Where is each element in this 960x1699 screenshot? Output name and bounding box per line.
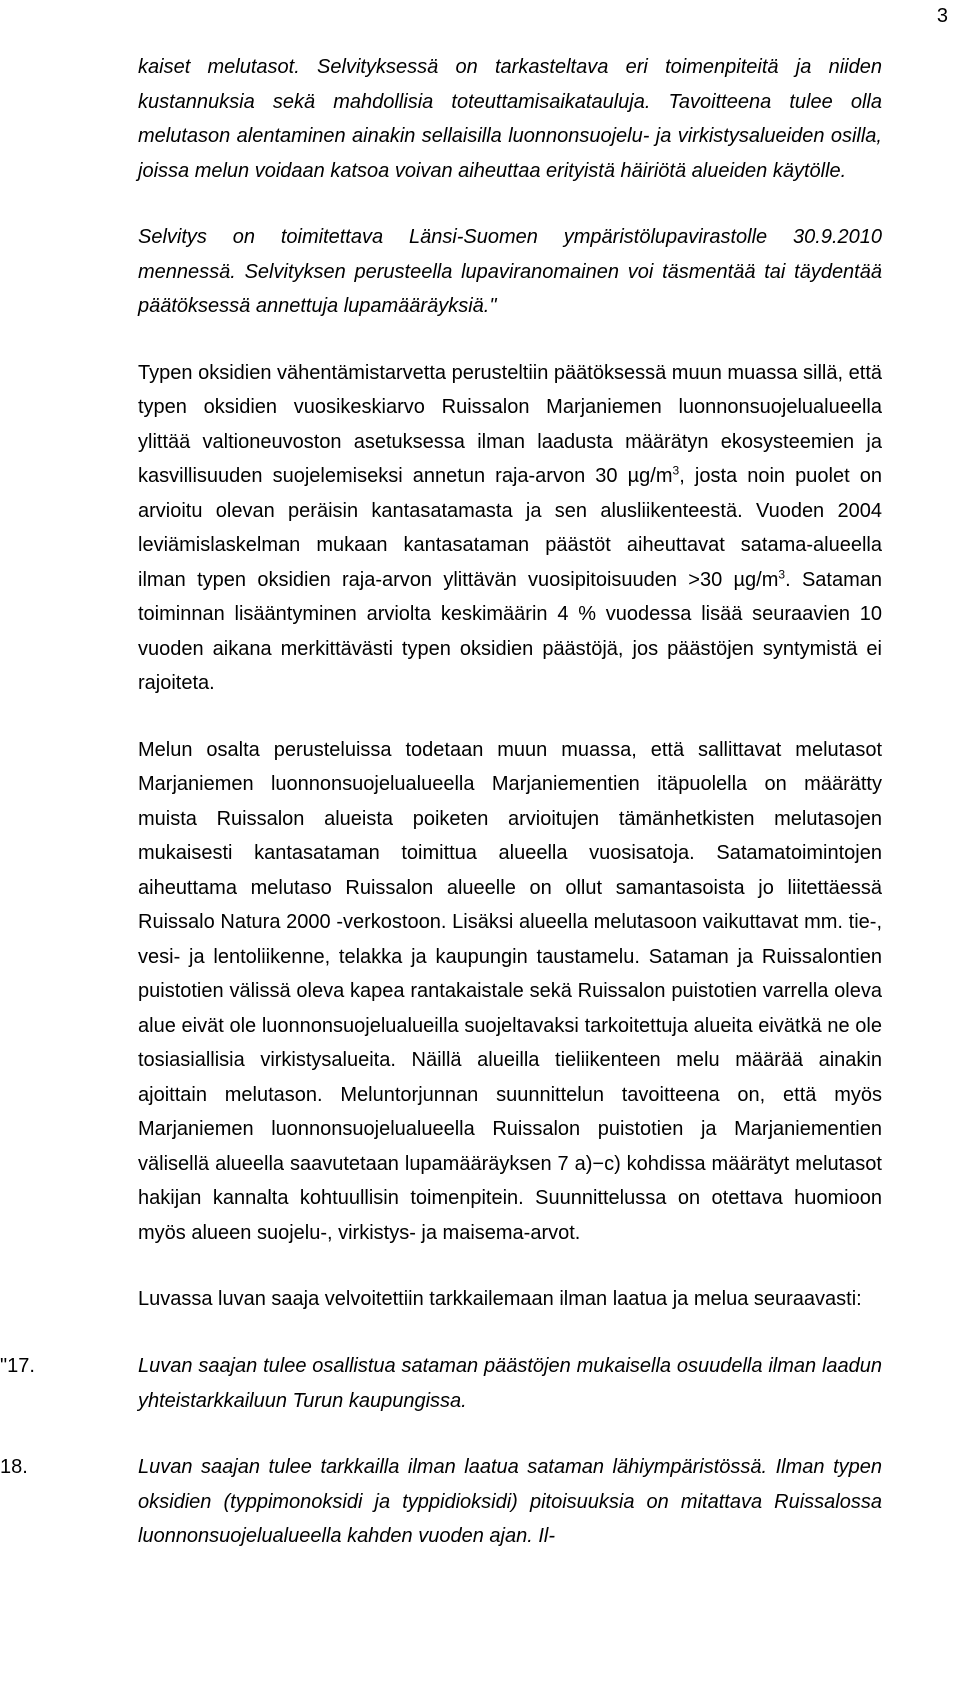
- quoted-paragraph-2: Selvitys on toimitettava Länsi-Suomen ympäristölupavirastolle 30.9.2010 mennessä. Selvityksen perusteella lupaviranomainen voi täsmentää tai täydentää päätöksessä annettuja lupamääräyksiä.": [138, 226, 882, 317]
- monitoring-intro-paragraph: Luvassa luvan saaja velvoitettiin tarkkailemaan ilman laatua ja melua seuraavasti:: [138, 1288, 862, 1310]
- nox-justification-paragraph: [138, 356, 882, 701]
- provisions-list: [0, 1349, 960, 1554]
- document-body: [138, 50, 882, 1317]
- list-item-text: Luvan saajan tulee tarkkailla ilman laatua sataman lähiympäristössä. Ilman typen oksidien (typpimonoksidi ja typpidioksidi) pitoisuuksia on mitattava Ruissalossa luonnonsuojelualueella kahden vuoden ajan. Il-: [138, 1456, 882, 1547]
- list-item-text: Luvan saajan tulee osallistua sataman päästöjen mukaisella osuudella ilman laadun yhteistarkkailuun Turun kaupungissa.: [138, 1355, 882, 1412]
- list-item-number: "17.: [0, 1355, 35, 1377]
- list-item: [0, 1349, 960, 1418]
- noise-justification-paragraph: Melun osalta perusteluissa todetaan muun muassa, että sallittavat melutasot Marjaniemen luonnonsuojelualueella Marjaniementien itäpuolella on määrätty muista Ruissalon alueista poiketen arvioitujen tämänhetkisten melutasojen mukaisesti kantasataman toimittua alueella vuosisatoja. Satamatoimintojen aiheuttama melutaso Ruissalon alueelle on ollut samantasoista jo liitettäessä Ruissalo Natura 2000 -verkostoon. Lisäksi alueella melutasoon vaikuttavat mm. tie-, vesi- ja lentoliikenne, telakka ja kaupungin taustamelu. Sataman ja Ruissalontien puistotien välissä oleva kapea rantakaistale sekä Ruissalon puistotien varrella oleva alue eivät ole luonnonsuojelualueilla suojeltavaksi tarkoitettuja alueita eivätkä ne ole tosiasiallisia virkistysalueita. Näillä alueilla tieliikenteen melu määrää ainakin ajoittain melutason. Meluntorjunnan suunnittelun tavoitteena on, että myös Marjaniemen luonnonsuojelualueella Ruissalon puistotien ja Marjaniementien välisellä alueella saavutetaan lupamääräyksen 7 a)−c) kohdissa määrätyt melutasot hakijan kannalta kohtuullisin toimenpitein. Suunnittelussa on otettava huomioon myös alueen suojelu-, virkistys- ja maisema-arvot.: [138, 738, 882, 1244]
- list-item-number: 18.: [0, 1456, 28, 1478]
- superscript-cubed-2: 3: [778, 566, 786, 581]
- nox-text-a: Typen oksidien vähentämistarvetta perusteltiin päätöksessä muun muassa sillä, että typen oksidien vuosikeskiarvo Ruissalon Marjaniemen luonnonsuojelualueella ylittää valtioneuvoston asetuksessa ilman laadusta määrätyn ekosysteemien ja kasvillisuuden suojelemiseksi annetun raja-arvon 30 µg/m: [138, 361, 882, 487]
- list-item: [0, 1450, 960, 1554]
- page-number: 3: [936, 5, 948, 27]
- nox-text-c: . Sataman toiminnan lisääntyminen arviolta keskimäärin 4 % vuodessa lisää seuraavien 10 vuoden aikana merkittävästi typen oksidien päästöjä, jos päästöjen syntymistä ei rajoiteta.: [138, 568, 882, 694]
- quoted-paragraph-1: kaiset melutasot. Selvityksessä on tarkasteltava eri toimenpiteitä ja niiden kustannuksia sekä mahdollisia toteuttamisaikatauluja. Tavoitteena tulee olla melutason alentaminen ainakin sellaisilla luonnonsuojelu- ja virkistysalueiden osilla, joissa melun voidaan katsoa voivan aiheuttaa erityistä häiriötä alueiden käytölle.: [138, 56, 882, 182]
- nox-text-b: , josta noin puolet on arvioitu olevan peräisin kantasatamasta ja sen alusliikenteestä. Vuoden 2004 leviämislaskelman mukaan kantasataman päästöt aiheuttavat satama-alueella ilman typen oksidien raja-arvon ylittävän vuosipitoisuuden >30 µg/m: [138, 465, 882, 591]
- superscript-cubed-1: 3: [672, 463, 680, 478]
